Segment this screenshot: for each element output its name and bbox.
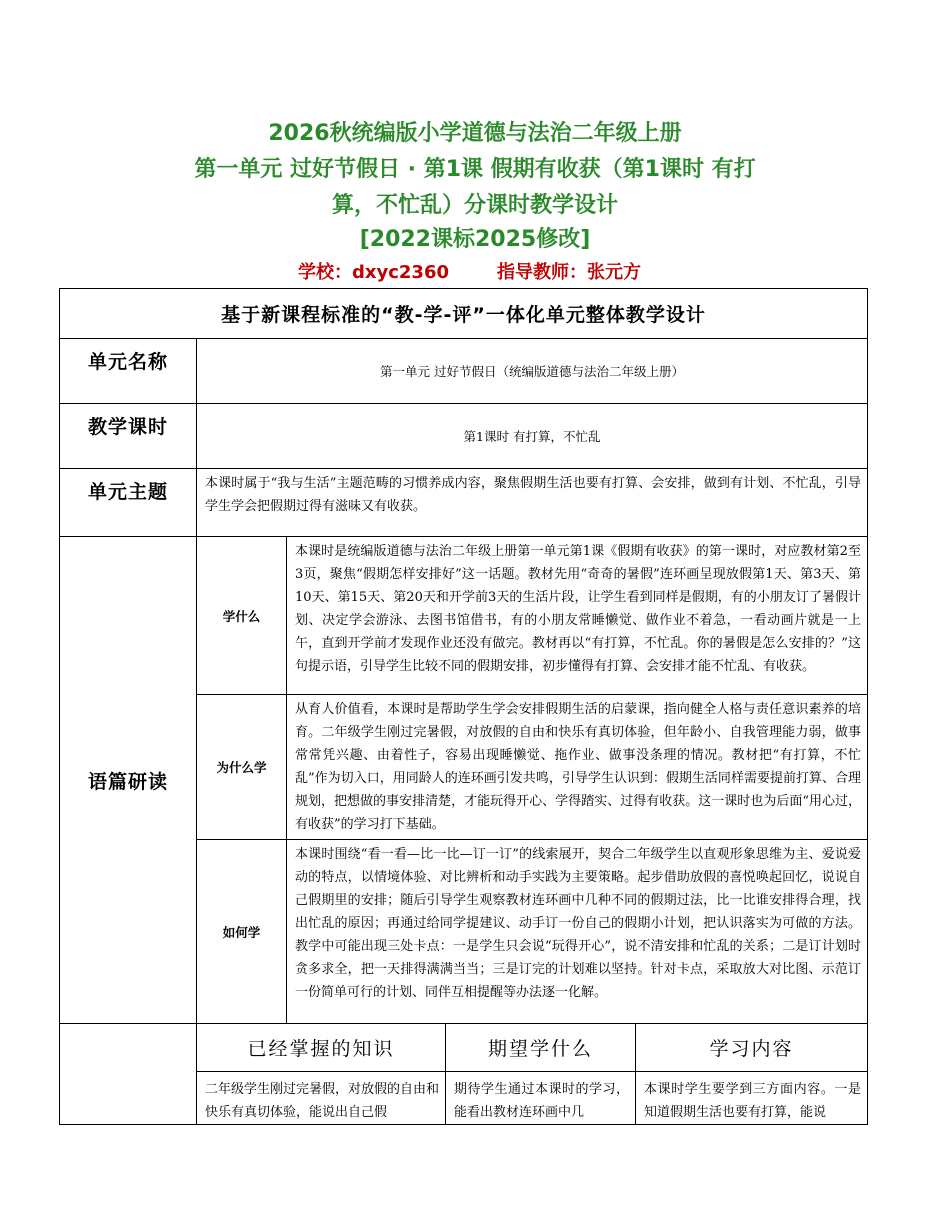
what-label: 学什么	[197, 537, 287, 695]
known-knowledge-text: 二年级学生刚过完暑假，对放假的自由和快乐有真切体验，能说出自己假	[197, 1072, 446, 1125]
school-info: 学校：dxyc2360	[298, 262, 449, 283]
reading-label: 语篇研读	[60, 537, 197, 1024]
empty-label-cell	[60, 1024, 197, 1125]
how-value: 本课时围绕“看一看—比一比—订一订”的线索展开，契合二年级学生以直观形象思维为主、爱说爱动的特点，以情境体验、对比辨析和动手实践为主要策略。起步借助放假的喜悦唤起回忆，说说自己假期里的安排；随后引导学生观察教材连环画中几种不同的假期过法，比一比谁安排得合理，找出忙乱的原因；再通过给同学提建议、动手订一份自己的假期小计划，把认识落实为可做的方法。教学中可能出现三处卡点：一是学生只会说“玩得开心”，说不清安排和忙乱的关系；二是订计划时贪多求全，把一天排得满满当当；三是订完的计划难以坚持。针对卡点，采取放大对比图、示范订一份简单可行的计划、同伴互相提醒等办法逐一化解。	[287, 840, 868, 1024]
why-label: 为什么学	[197, 695, 287, 840]
unit-name-value: 第一单元 过好节假日（统编版道德与法治二年级上册）	[197, 339, 868, 404]
what-value: 本课时是统编版道德与法治二年级上册第一单元第1课《假期有收获》的第一课时，对应教材第2至3页，聚焦“假期怎样安排好”这一话题。教材先用“奇奇的暑假”连环画呈现放假第1天、第3天、第10天、第15天、第20天和开学前3天的生活片段，让学生看到同样是假期，有的小朋友订了暑假计划、决定学会游泳、去图书馆借书，有的小朋友常睡懒觉、做作业不着急，一看动画片就是一上午，直到开学前才发现作业还没有做完。教材再以“有打算，不忙乱。你的暑假是怎么安排的？”这句提示语，引导学生比较不同的假期安排，初步懂得有打算、会安排才能不忙乱、有收获。	[287, 537, 868, 695]
known-knowledge-header: 已经掌握的知识	[197, 1024, 446, 1072]
document-title-line-2: 第一单元 过好节假日 · 第1课 假期有收获（第1课时 有打	[194, 157, 756, 182]
learning-content-text: 本课时学生要学到三方面内容。一是知道假期生活也要有打算，能说	[636, 1072, 868, 1125]
design-table	[59, 288, 868, 1125]
document-title-line-4: [2022课标2025修改]	[359, 227, 591, 252]
theme-value: 本课时属于“我与生活”主题范畴的习惯养成内容，聚焦假期生活也要有打算、会安排，做到有计划、不忙乱，引导学生学会把假期过得有滋味又有收获。	[197, 469, 868, 537]
why-value: 从育人价值看，本课时是帮助学生学会安排假期生活的启蒙课，指向健全人格与责任意识素养的培育。二年级学生刚过完暑假，对放假的自由和快乐有真切体验，但年龄小、自我管理能力弱，做事常常凭兴趣、由着性子，容易出现睡懒觉、拖作业、做事没条理的情况。教材把“有打算，不忙乱”作为切入口，用同龄人的连环画引发共鸣，引导学生认识到：假期生活同样需要提前打算、合理规划，把想做的事安排清楚，才能玩得开心、学得踏实、过得有收获。这一课时也为后面“用心过，有收获”的学习打下基础。	[287, 695, 868, 840]
learning-content-header: 学习内容	[636, 1024, 868, 1072]
lesson-label: 教学课时	[60, 404, 197, 469]
document-title-line-1: 2026秋统编版小学道德与法治二年级上册	[268, 121, 682, 146]
main-table-header: 基于新课程标准的“教-学-评”一体化单元整体教学设计	[60, 289, 868, 339]
unit-name-label: 单元名称	[60, 339, 197, 404]
theme-label: 单元主题	[60, 469, 197, 537]
how-label: 如何学	[197, 840, 287, 1024]
teacher-info: 指导教师：张元方	[497, 262, 641, 283]
document-title-line-3: 算，不忙乱）分课时教学设计	[331, 193, 618, 218]
expected-learning-text: 期待学生通过本课时的学习，能看出教材连环画中几	[446, 1072, 636, 1125]
lesson-value: 第1课时 有打算，不忙乱	[197, 404, 868, 469]
expected-learning-header: 期望学什么	[446, 1024, 636, 1072]
